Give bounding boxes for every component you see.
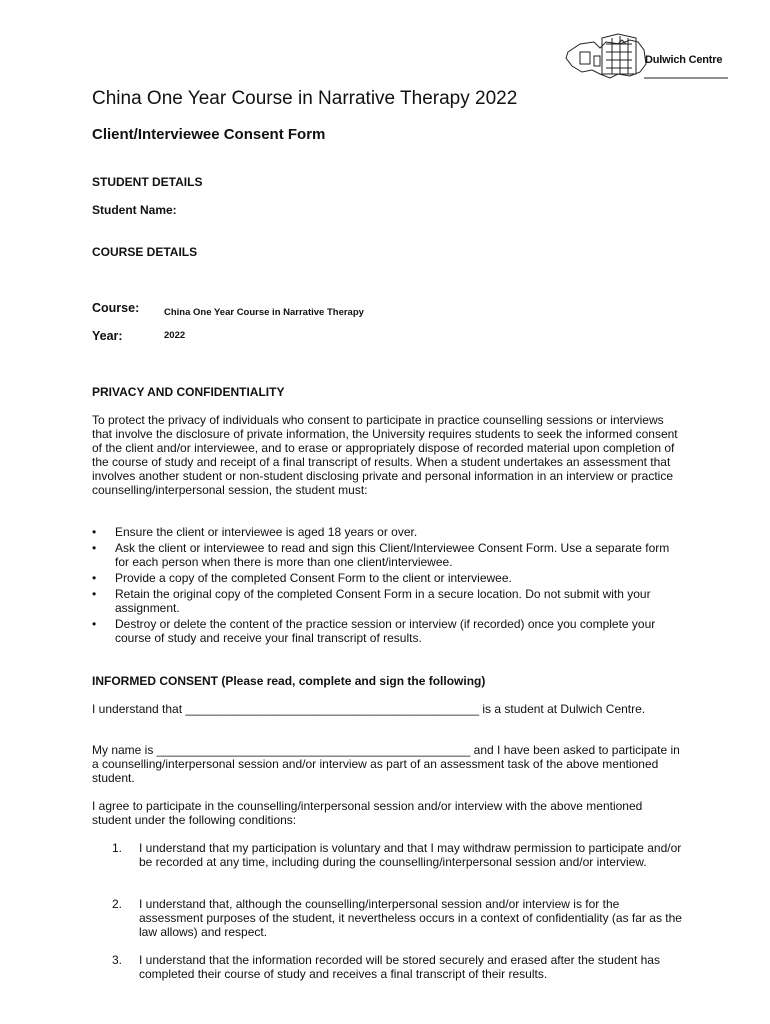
course-details-heading: COURSE DETAILS bbox=[92, 245, 198, 259]
list-item: • Destroy or delete the content of the practice session or interview (if recorded) once you complete your course of study and receive your final transcript of results. bbox=[92, 617, 682, 645]
condition-item bbox=[112, 897, 682, 939]
student-details-heading: STUDENT DETAILS bbox=[92, 175, 203, 189]
name-statement: My name is _______________________________________________ and I have been asked to participate in a counselling/interpersonal session and/or interview as part of an assessment task of the above mentioned student. bbox=[92, 743, 680, 785]
list-item: • Ask the client or interviewee to read and sign this Client/Interviewee Consent Form. Use a separate form for each person when there is more than one client/interviewee. bbox=[92, 541, 682, 569]
condition-item bbox=[112, 953, 682, 981]
condition-number: 1. bbox=[112, 841, 123, 855]
privacy-requirements-list bbox=[92, 525, 682, 647]
list-item: • Retain the original copy of the completed Consent Form in a secure location. Do not submit with your assignment. bbox=[92, 587, 682, 615]
privacy-heading: PRIVACY AND CONFIDENTIALITY bbox=[92, 385, 285, 399]
course-label: Course: bbox=[92, 301, 140, 315]
privacy-paragraph: To protect the privacy of individuals who consent to participate in practice counselling sessions or interviews that involve the disclosure of private information, the University requires students to seek the informed consent of the client and/or interviewee, and to erase or appropriately dispose of recorded material upon completion of the course of study and receipt of a final transcript of results. When a student undertakes an assessment that involves another student or non-student disclosing private and personal information in an interview or practice counselling/interpersonal session, the student must: bbox=[92, 413, 678, 497]
dulwich-centre-logo bbox=[560, 30, 730, 90]
logo-wordmark: Dulwich Centre bbox=[645, 54, 723, 66]
list-item: • Provide a copy of the completed Consent Form to the client or interviewee. bbox=[92, 571, 682, 585]
page-title: China One Year Course in Narrative Therapy 2022 bbox=[92, 88, 518, 109]
form-subtitle: Client/Interviewee Consent Form bbox=[92, 126, 326, 143]
condition-number: 3. bbox=[112, 953, 123, 967]
agree-statement: I agree to participate in the counselling/interpersonal session and/or interview with the above mentioned student under the following conditions: bbox=[92, 799, 643, 827]
condition-text: I understand that the information recorded will be stored securely and erased after the student has completed their course of study and receives a final transcript of their results. bbox=[139, 953, 660, 981]
year-value: 2022 bbox=[164, 330, 186, 341]
year-label: Year: bbox=[92, 329, 123, 343]
condition-text: I understand that, although the counselling/interpersonal session and/or interview is for the assessment purposes of the student, it nevertheless occurs in a context of confidentiality (as far as the law allows) and respect. bbox=[139, 897, 682, 939]
condition-text: I understand that my participation is voluntary and that I may withdraw permission to participate and/or be recorded at any time, including during the counselling/interpersonal session and/or interview. bbox=[139, 841, 682, 869]
condition-number: 2. bbox=[112, 897, 123, 911]
condition-item bbox=[112, 841, 682, 869]
understand-statement: I understand that ____________________________________________ is a student at Dulwich Centre. bbox=[92, 702, 646, 716]
student-name-label: Student Name: bbox=[92, 203, 177, 217]
course-value: China One Year Course in Narrative Therapy bbox=[164, 307, 364, 318]
informed-consent-heading: INFORMED CONSENT (Please read, complete and sign the following) bbox=[92, 674, 486, 688]
list-item: • Ensure the client or interviewee is aged 18 years or over. bbox=[92, 525, 682, 539]
